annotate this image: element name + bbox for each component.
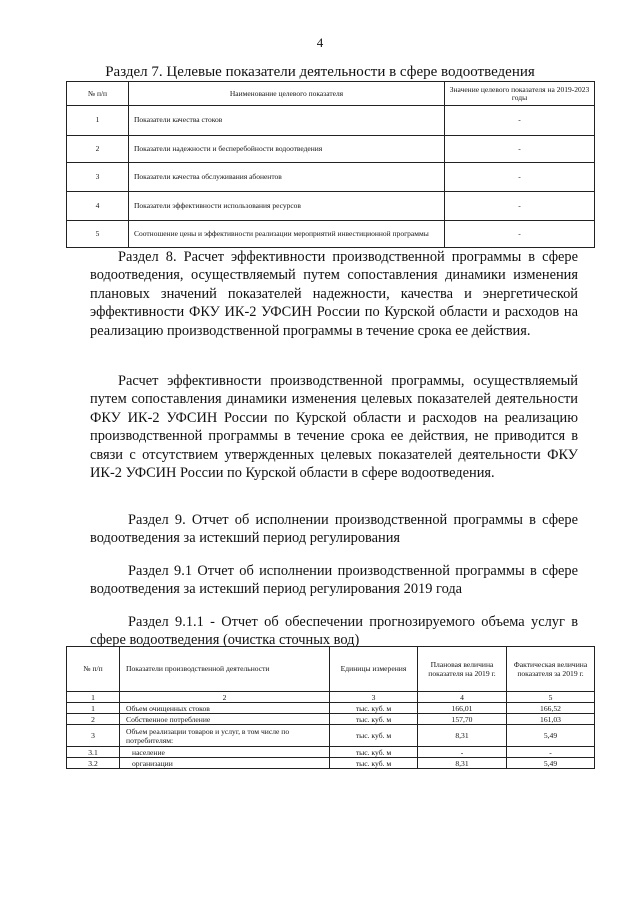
row-unit: тыс. куб. м xyxy=(330,725,418,747)
row-value: - xyxy=(445,221,595,248)
row-value: - xyxy=(445,136,595,163)
row-name: Показатели эффективности использования ресурсов xyxy=(129,192,445,221)
col-header-indicator: Показатели производственной деятельности xyxy=(120,647,330,692)
table-row xyxy=(67,163,595,192)
row-num: 3 xyxy=(67,163,129,192)
row-fact: 166,52 xyxy=(507,703,595,714)
table-row xyxy=(67,192,595,221)
row-plan: 166,01 xyxy=(418,703,507,714)
row-num: 1 xyxy=(67,703,120,714)
row-num: 3.1 xyxy=(67,747,120,758)
row-plan: 157,70 xyxy=(418,714,507,725)
col-header-name: Наименование целевого показателя xyxy=(129,82,445,106)
section9-heading: Раздел 9. Отчет об исполнении производственной программы в сфере водоотведения за истекший период регулирования xyxy=(90,512,578,547)
row-unit: тыс. куб. м xyxy=(330,714,418,725)
row-name: Объем очищенных стоков xyxy=(120,703,330,714)
table-header-row xyxy=(67,82,595,106)
section8-paragraph: Раздел 8. Расчет эффективности производственной программы в сфере водоотведения, осуществляемый путем сопоставления динамики изменения плановых значений показателей надежности, качества и энергетической эффективности ФКУ ИК-2 УФСИН России по Курской области и расходов на реализацию производственной программы в течение срока ее действия. xyxy=(90,249,578,339)
row-name: Показатели надежности и бесперебойности водоотведения xyxy=(129,136,445,163)
row-value: - xyxy=(445,163,595,192)
column-index: 2 xyxy=(120,692,330,703)
row-name: организации xyxy=(120,758,330,769)
table-row xyxy=(67,136,595,163)
row-num: 2 xyxy=(67,136,129,163)
row-value: - xyxy=(445,106,595,136)
row-unit: тыс. куб. м xyxy=(330,758,418,769)
column-index: 5 xyxy=(507,692,595,703)
target-indicators-table xyxy=(66,81,595,248)
table-row xyxy=(67,714,595,725)
column-index: 4 xyxy=(418,692,507,703)
section7-title: Раздел 7. Целевые показатели деятельности в сфере водоотведения xyxy=(105,64,535,80)
row-num: 5 xyxy=(67,221,129,248)
table-row xyxy=(67,106,595,136)
row-name: население xyxy=(120,747,330,758)
row-value: - xyxy=(445,192,595,221)
table-header-row xyxy=(67,647,595,692)
row-num: 2 xyxy=(67,714,120,725)
efficiency-calc-paragraph: Расчет эффективности производственной программы, осуществляемый путем сопоставления динамики изменения целевых показателей деятельности ФКУ ИК-2 УФСИН России по Курской области и расходов на реализацию производственной программы в течение срока ее действия, не приводится в связи с отсутствием утвержденных целевых показателей деятельности ФКУ ИК-2 УФСИН России по Курской области в сфере водоотведения. xyxy=(90,373,578,482)
row-num: 1 xyxy=(67,106,129,136)
service-volume-report-table xyxy=(66,646,595,769)
row-fact: 5,49 xyxy=(507,725,595,747)
table-row xyxy=(67,747,595,758)
row-plan: 8,31 xyxy=(418,758,507,769)
col-header-value: Значение целевого показателя на 2019-2023 годы xyxy=(445,82,595,106)
page-number: 4 xyxy=(316,35,324,50)
col-header-unit: Единицы измерения xyxy=(330,647,418,692)
col-header-num: № п/п xyxy=(67,82,129,106)
row-fact: 5,49 xyxy=(507,758,595,769)
table-row xyxy=(67,221,595,248)
table-row xyxy=(67,703,595,714)
col-header-plan: Плановая величина показателя на 2019 г. xyxy=(418,647,507,692)
row-name: Собственное потребление xyxy=(120,714,330,725)
row-plan: 8,31 xyxy=(418,725,507,747)
col-header-num: № п/п xyxy=(67,647,120,692)
table-row xyxy=(67,725,595,747)
row-num: 4 xyxy=(67,192,129,221)
col-header-fact: Фактическая величина показателя за 2019 г. xyxy=(507,647,595,692)
section9-1-heading: Раздел 9.1 Отчет об исполнении производственной программы в сфере водоотведения за истекший период регулирования 2019 года xyxy=(90,563,578,598)
table-row xyxy=(67,758,595,769)
row-fact: - xyxy=(507,747,595,758)
column-index: 1 xyxy=(67,692,120,703)
column-index-row xyxy=(67,692,595,703)
row-num: 3.2 xyxy=(67,758,120,769)
row-unit: тыс. куб. м xyxy=(330,703,418,714)
row-name: Показатели качества обслуживания абонентов xyxy=(129,163,445,192)
row-unit: тыс. куб. м xyxy=(330,747,418,758)
row-num: 3 xyxy=(67,725,120,747)
row-fact: 161,03 xyxy=(507,714,595,725)
row-plan: - xyxy=(418,747,507,758)
row-name: Объем реализации товаров и услуг, в том числе по потребителям: xyxy=(120,725,330,747)
row-name: Показатели качества стоков xyxy=(129,106,445,136)
section9-1-1-heading: Раздел 9.1.1 - Отчет об обеспечении прогнозируемого объема услуг в сфере водоотведения (очистка сточных вод) xyxy=(90,614,578,649)
column-index: 3 xyxy=(330,692,418,703)
row-name: Соотношение цены и эффективности реализации мероприятий инвестиционной программы xyxy=(129,221,445,248)
